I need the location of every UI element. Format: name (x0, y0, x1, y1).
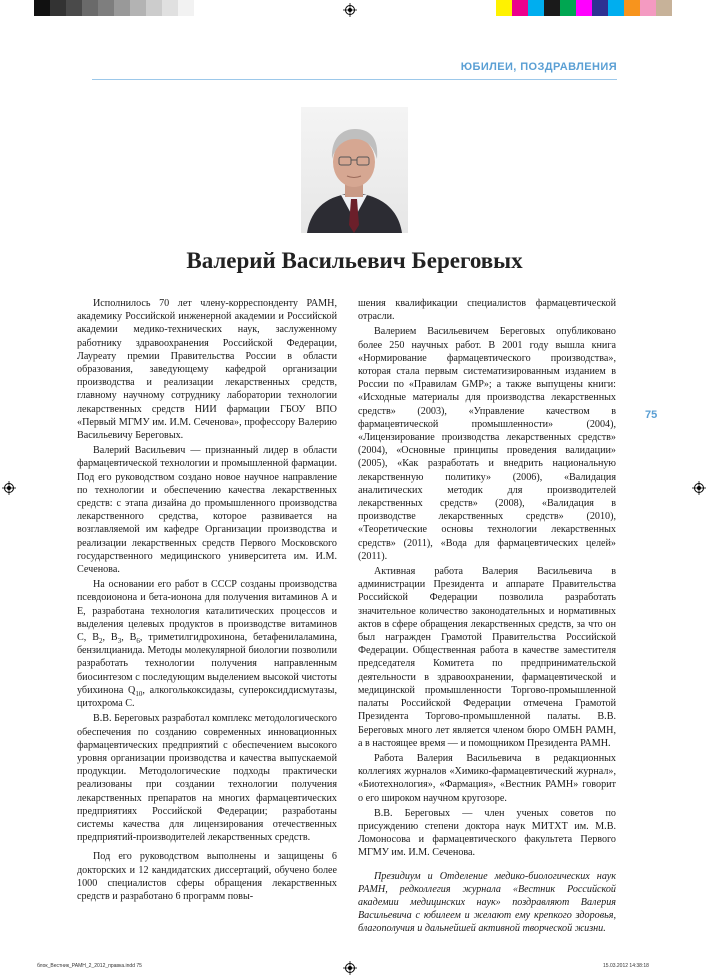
grey-swatch (130, 0, 146, 16)
registration-mark-icon (692, 481, 706, 495)
grey-swatch (50, 0, 66, 16)
color-swatch (608, 0, 624, 16)
color-swatch (624, 0, 640, 16)
article-title: Валерий Васильевич Береговых (186, 248, 523, 273)
paragraph: Исполнилось 70 лет члену-корреспонденту РАМН, академику Российской инженерной академии и Российской академии медико-технических наук, заслуженному работнику здравоохранения Российской Федерации, Лауреату премии Правительства России в области образования, заведующему кафедрой организации производства и реализации лекарственных средств, главному научному сотруднику лаборатории технологии лекарственных средств НИИ фармации ГБОУ ВПО «Первый МГМУ им. И.М. Сеченова», профессору Валерию Васильевичу Береговых. (77, 298, 337, 442)
section-divider (92, 79, 617, 80)
color-swatch (560, 0, 576, 16)
color-swatch (592, 0, 608, 16)
grey-swatch (34, 0, 50, 16)
grey-swatch (178, 0, 194, 16)
color-swatch (640, 0, 656, 16)
grey-swatch (66, 0, 82, 16)
paragraph: На основании его работ в СССР созданы производства псевдоионона и бета-ионона для получения витаминов А и Е, разработана технология каталитических процессов и выделения целевых продуктов в производстве витаминов С, $В_2$, $В_3$, $В_6$, триметилгидрохинона, бетафенилаламина, бензилцианида. Методы молекулярной биологии позволили разработать технологии получения направленным биосинтезом с последующим выделением высокой чистоты убихинона $Q_{10}$, алкоголькоксидазы, супероксиддисмутазы, цитохрома С. (77, 579, 337, 710)
registration-mark-icon (343, 961, 357, 975)
footer-file-name: блок_Вестник_РАМН_2_2012_правка.indd 75 (37, 963, 142, 969)
section-heading: ЮБИЛЕИ, ПОЗДРАВЛЕНИЯ (460, 61, 617, 73)
registration-mark-icon (2, 481, 16, 495)
portrait-photo (301, 107, 408, 233)
grey-swatch (162, 0, 178, 16)
paragraph: Работа Валерия Васильевича в редакционных коллегиях журналов «Химико-фармацевтический журнал», «Биотехнология», «Фармация», «Вестник РАМН» говорит о его широком научном кругозоре. (358, 752, 616, 804)
paragraph: Валерием Васильевичем Береговых опубликовано более 250 научных работ. В 2001 году вышла книга «Нормирование фармацевтического производства», которая стала первым систематизированным изданием в России по «Правилам GMP»; а также выпущены книги: «Исходные материалы для производства лекарственных средств» (2003), «Управление качеством в фармацевтической промышленности» (2004), «Лицензирование производства лекарственных средств» (2004), «Основные принципы проведения валидации» (2005), «Как разработать и внедрить национальную лекарственную политику» (2006), «Валидация аналитических методик для производителей лекарственных средств» (2008), «Валидация в производстве лекарственных средств» (2010), «Теоретические основы технологии лекарственных средств» (2011), «Вода для фармацевтических целей» (2011). (358, 326, 616, 562)
paragraph: В.В. Береговых разработал комплекс методологического обеспечения по созданию современных инновационных фармацевтических предприятий с обеспечением высокого уровня организации производства и качества выпускаемой продукции. Методологические подходы практически реализованы при создании технологии получения лекарственных препаратов на многих фармацевтических предприятиях Российской Федерации; разработаны системы качества для лицензирования отечественных предприятий-производителей лекарственных средств. (77, 713, 337, 844)
color-swatch (672, 0, 688, 16)
color-swatch (656, 0, 672, 16)
paragraph: шения квалификации специалистов фармацевтической отрасли. (358, 298, 616, 323)
paragraph: Валерий Васильевич — признанный лидер в области фармацевтической технологии и промышленной фармации. Под его руководством создано новое научное направление по технологии и обеспечению качества лекарственных средств: с этапа дизайна до промышленного производства лекарственного средства, которое развивается на возглавляемой им кафедре Организации производства и реализации лекарственных средств Первого Московского государственного медицинского университета им. И.М. Сеченова. (77, 445, 337, 576)
left-text-column (77, 297, 337, 905)
color-swatch (576, 0, 592, 16)
grey-swatch (146, 0, 162, 16)
grey-swatch (82, 0, 98, 16)
paragraph: Активная работа Валерия Васильевича в администрации Президента и аппарате Правительства Российской Федерации позволила разработать значительное количество законодательных и нормативных актов в сфере обращения лекарственных средств, за что он был награжден Грамотой Правительства Российской Федерации. Общественная работа в качестве заместителя председателя Комитета по предпринимательской деятельности в здравоохранении, фармацевтической и медицинской промышленности Торгово-промышленной палаты Российской Федерации отмечена Грамотой Президента Торгово-промышленной палаты. В.В. Береговых много лет является членом бюро ОМБН РАМН, а в настоящее время — и помощником Президента РАМН. (358, 566, 616, 749)
registration-mark-icon (343, 3, 357, 17)
color-swatch (496, 0, 512, 16)
color-swatch (528, 0, 544, 16)
paragraph: Под его руководством выполнены и защищены 6 докторских и 12 кандидатских диссертаций, обучено более 1000 специалистов сферы обращения лекарственных средств и разработано 6 программ повы- (77, 851, 337, 902)
print-color-bar (496, 0, 688, 16)
congratulation-signature: Президиум и Отделение медико-биологических наук РАМН, редколлегия журнала «Вестник Российской академии медицинских наук» поздравляют Валерия Васильевича с юбилеем и желают ему крепкого здоровья, благополучия и дальнейшей активной творческой жизни. (358, 870, 616, 935)
page-number: 75 (645, 409, 658, 421)
grey-swatch (98, 0, 114, 16)
print-grey-scale-bar (34, 0, 194, 16)
footer-timestamp: 15.03.2012 14:38:18 (603, 963, 649, 969)
grey-swatch (114, 0, 130, 16)
color-swatch (512, 0, 528, 16)
color-swatch (544, 0, 560, 16)
paragraph: В.В. Береговых — член ученых советов по присуждению степени доктора наук МИТХТ им. М.В. Ломоносова и фармацевтического факультета Первого МГМУ им. И.М. Сеченова. (358, 807, 616, 859)
right-text-column (358, 297, 616, 938)
